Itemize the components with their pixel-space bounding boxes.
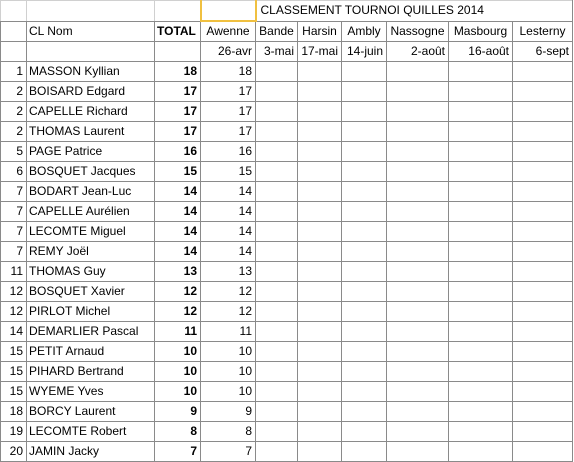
name-cell[interactable]: PIRLOT Michel: [27, 302, 155, 322]
score-cell[interactable]: 8: [201, 422, 256, 442]
table-row: [1, 102, 573, 122]
score-cell[interactable]: [387, 162, 449, 182]
score-cell[interactable]: [513, 62, 573, 82]
score-cell[interactable]: [449, 342, 513, 362]
score-cell[interactable]: 16: [201, 142, 256, 162]
score-cell[interactable]: [513, 422, 573, 442]
name-cell[interactable]: BODART Jean-Luc: [27, 182, 155, 202]
total-cell[interactable]: 11: [155, 322, 201, 342]
header-date[interactable]: 2-août: [387, 42, 449, 62]
table-row: [1, 382, 573, 402]
total-cell[interactable]: 17: [155, 122, 201, 142]
score-cell[interactable]: [256, 302, 298, 322]
score-cell[interactable]: [342, 142, 387, 162]
score-cell[interactable]: [342, 322, 387, 342]
score-cell[interactable]: [342, 182, 387, 202]
cell[interactable]: [1, 42, 27, 62]
score-cell[interactable]: 12: [201, 282, 256, 302]
score-cell[interactable]: [298, 442, 342, 462]
header-date[interactable]: 14-juin: [342, 42, 387, 62]
table-row: [1, 162, 573, 182]
score-cell[interactable]: [342, 82, 387, 102]
header-venue[interactable]: Harsin: [298, 21, 342, 42]
score-cell[interactable]: [387, 182, 449, 202]
score-cell[interactable]: [342, 382, 387, 402]
score-cell[interactable]: [298, 222, 342, 242]
header-venue[interactable]: Awenne: [201, 21, 256, 42]
score-cell[interactable]: [513, 102, 573, 122]
score-cell[interactable]: 11: [201, 322, 256, 342]
score-cell[interactable]: [342, 102, 387, 122]
score-cell[interactable]: [256, 102, 298, 122]
score-cell[interactable]: 10: [201, 362, 256, 382]
name-cell[interactable]: THOMAS Guy: [27, 262, 155, 282]
score-cell[interactable]: [513, 302, 573, 322]
header-date[interactable]: 3-mai: [256, 42, 298, 62]
score-cell[interactable]: [298, 122, 342, 142]
rank-cell[interactable]: 15: [1, 382, 27, 402]
total-cell[interactable]: 12: [155, 282, 201, 302]
total-cell[interactable]: 17: [155, 102, 201, 122]
rank-cell[interactable]: 5: [1, 142, 27, 162]
score-cell[interactable]: [256, 82, 298, 102]
name-cell[interactable]: PIHARD Bertrand: [27, 362, 155, 382]
rank-cell[interactable]: 12: [1, 282, 27, 302]
score-cell[interactable]: [387, 202, 449, 222]
rank-cell[interactable]: 6: [1, 162, 27, 182]
total-cell[interactable]: 14: [155, 242, 201, 262]
score-cell[interactable]: [387, 222, 449, 242]
score-cell[interactable]: [256, 242, 298, 262]
score-cell[interactable]: [298, 162, 342, 182]
rank-cell[interactable]: 14: [1, 322, 27, 342]
name-cell[interactable]: BOISARD Edgard: [27, 82, 155, 102]
score-cell[interactable]: [387, 282, 449, 302]
score-cell[interactable]: [387, 322, 449, 342]
score-cell[interactable]: [387, 362, 449, 382]
score-cell[interactable]: [256, 342, 298, 362]
score-cell[interactable]: [449, 382, 513, 402]
table-row: [1, 142, 573, 162]
score-cell[interactable]: 9: [201, 402, 256, 422]
cell[interactable]: [27, 1, 155, 22]
score-cell[interactable]: [342, 162, 387, 182]
table-row: [1, 342, 573, 362]
header-venue[interactable]: Nassogne: [387, 21, 449, 42]
score-cell[interactable]: [256, 222, 298, 242]
total-cell[interactable]: 9: [155, 402, 201, 422]
table-row: [1, 282, 573, 302]
score-cell[interactable]: [342, 402, 387, 422]
total-cell[interactable]: 10: [155, 382, 201, 402]
score-cell[interactable]: [298, 262, 342, 282]
name-cell[interactable]: CAPELLE Richard: [27, 102, 155, 122]
score-cell[interactable]: [298, 202, 342, 222]
score-cell[interactable]: [387, 142, 449, 162]
score-cell[interactable]: [387, 342, 449, 362]
name-cell[interactable]: JAMIN Jacky: [27, 442, 155, 462]
score-cell[interactable]: [298, 362, 342, 382]
score-cell[interactable]: [256, 62, 298, 82]
score-cell[interactable]: 17: [201, 82, 256, 102]
selected-cell[interactable]: [201, 1, 256, 22]
score-cell[interactable]: [513, 202, 573, 222]
score-cell[interactable]: [513, 242, 573, 262]
score-cell[interactable]: [449, 222, 513, 242]
score-cell[interactable]: [298, 302, 342, 322]
score-cell[interactable]: [387, 62, 449, 82]
score-cell[interactable]: [256, 142, 298, 162]
score-cell[interactable]: 10: [201, 382, 256, 402]
score-cell[interactable]: 13: [201, 262, 256, 282]
table-row: [1, 302, 573, 322]
score-cell[interactable]: [256, 322, 298, 342]
score-cell[interactable]: [298, 182, 342, 202]
table-row: [1, 322, 573, 342]
table-row: [1, 402, 573, 422]
header-row: [1, 21, 573, 42]
score-cell[interactable]: [449, 402, 513, 422]
name-cell[interactable]: WYEME Yves: [27, 382, 155, 402]
score-cell[interactable]: 10: [201, 342, 256, 362]
score-cell[interactable]: [387, 442, 449, 462]
cell[interactable]: [1, 1, 27, 22]
name-cell[interactable]: PETIT Arnaud: [27, 342, 155, 362]
name-cell[interactable]: CAPELLE Aurélien: [27, 202, 155, 222]
table-row: [1, 422, 573, 442]
score-cell[interactable]: [513, 322, 573, 342]
score-cell[interactable]: [387, 422, 449, 442]
total-cell[interactable]: 16: [155, 142, 201, 162]
score-cell[interactable]: [387, 122, 449, 142]
rank-cell[interactable]: 18: [1, 402, 27, 422]
table-row: [1, 242, 573, 262]
score-cell[interactable]: [256, 182, 298, 202]
name-cell[interactable]: LECOMTE Miguel: [27, 222, 155, 242]
score-cell[interactable]: 14: [201, 242, 256, 262]
total-cell[interactable]: 10: [155, 342, 201, 362]
total-cell[interactable]: 14: [155, 202, 201, 222]
score-cell[interactable]: [298, 402, 342, 422]
rank-cell[interactable]: 15: [1, 342, 27, 362]
sheet-title[interactable]: CLASSEMENT TOURNOI QUILLES 2014: [256, 1, 573, 22]
table-row: [1, 362, 573, 382]
rank-cell[interactable]: 2: [1, 102, 27, 122]
date-row: [1, 42, 573, 62]
score-cell[interactable]: [513, 382, 573, 402]
rank-cell[interactable]: 12: [1, 302, 27, 322]
total-cell[interactable]: 14: [155, 182, 201, 202]
score-cell[interactable]: [342, 242, 387, 262]
table-row: [1, 62, 573, 82]
score-cell[interactable]: [449, 62, 513, 82]
header-venue[interactable]: Bande: [256, 21, 298, 42]
score-cell[interactable]: [298, 62, 342, 82]
score-cell[interactable]: [298, 142, 342, 162]
total-cell[interactable]: 10: [155, 362, 201, 382]
score-cell[interactable]: [256, 122, 298, 142]
name-cell[interactable]: MASSON Kyllian: [27, 62, 155, 82]
score-cell[interactable]: [449, 142, 513, 162]
score-cell[interactable]: [449, 322, 513, 342]
score-cell[interactable]: [298, 422, 342, 442]
score-cell[interactable]: [387, 242, 449, 262]
score-cell[interactable]: [449, 362, 513, 382]
score-cell[interactable]: [298, 342, 342, 362]
total-cell[interactable]: 18: [155, 62, 201, 82]
total-cell[interactable]: 12: [155, 302, 201, 322]
score-cell[interactable]: [256, 162, 298, 182]
score-cell[interactable]: [342, 122, 387, 142]
score-cell[interactable]: 17: [201, 102, 256, 122]
score-cell[interactable]: [449, 122, 513, 142]
header-cl-nom[interactable]: CL Nom: [27, 21, 155, 42]
score-cell[interactable]: [342, 282, 387, 302]
name-cell[interactable]: LECOMTE Robert: [27, 422, 155, 442]
score-cell[interactable]: [449, 202, 513, 222]
score-cell[interactable]: [298, 82, 342, 102]
score-cell[interactable]: [342, 442, 387, 462]
score-cell[interactable]: [513, 442, 573, 462]
score-cell[interactable]: [513, 342, 573, 362]
name-cell[interactable]: THOMAS Laurent: [27, 122, 155, 142]
score-cell[interactable]: [513, 262, 573, 282]
score-cell[interactable]: [387, 402, 449, 422]
rank-cell[interactable]: 7: [1, 182, 27, 202]
score-cell[interactable]: [513, 282, 573, 302]
header-date[interactable]: 6-sept: [513, 42, 573, 62]
score-cell[interactable]: [387, 82, 449, 102]
score-cell[interactable]: [342, 62, 387, 82]
score-cell[interactable]: [449, 162, 513, 182]
score-cell[interactable]: [449, 422, 513, 442]
total-cell[interactable]: 17: [155, 82, 201, 102]
header-date[interactable]: 26-avr: [201, 42, 256, 62]
total-cell[interactable]: 8: [155, 422, 201, 442]
name-cell[interactable]: PAGE Patrice: [27, 142, 155, 162]
total-cell[interactable]: 14: [155, 222, 201, 242]
header-venue[interactable]: Masbourg: [449, 21, 513, 42]
score-cell[interactable]: [256, 202, 298, 222]
name-cell[interactable]: BOSQUET Xavier: [27, 282, 155, 302]
score-cell[interactable]: [387, 102, 449, 122]
total-cell[interactable]: 13: [155, 262, 201, 282]
rank-cell[interactable]: 1: [1, 62, 27, 82]
score-cell[interactable]: 14: [201, 182, 256, 202]
score-cell[interactable]: [298, 322, 342, 342]
header-venue[interactable]: Ambly: [342, 21, 387, 42]
name-cell[interactable]: BOSQUET Jacques: [27, 162, 155, 182]
rank-cell[interactable]: 2: [1, 82, 27, 102]
table-row: [1, 182, 573, 202]
score-cell[interactable]: 15: [201, 162, 256, 182]
rank-cell[interactable]: 20: [1, 442, 27, 462]
score-cell[interactable]: 14: [201, 202, 256, 222]
header-date[interactable]: 17-mai: [298, 42, 342, 62]
score-cell[interactable]: [513, 122, 573, 142]
score-cell[interactable]: [513, 142, 573, 162]
score-cell[interactable]: [256, 362, 298, 382]
total-cell[interactable]: 7: [155, 442, 201, 462]
score-cell[interactable]: [449, 282, 513, 302]
name-cell[interactable]: REMY Joël: [27, 242, 155, 262]
name-cell[interactable]: BORCY Laurent: [27, 402, 155, 422]
score-cell[interactable]: [449, 262, 513, 282]
score-cell[interactable]: 17: [201, 122, 256, 142]
header-venue[interactable]: Lesterny: [513, 21, 573, 42]
score-cell[interactable]: [298, 382, 342, 402]
score-cell[interactable]: [342, 362, 387, 382]
table-row: [1, 82, 573, 102]
score-cell[interactable]: [256, 422, 298, 442]
cell[interactable]: [155, 42, 201, 62]
score-cell[interactable]: [387, 302, 449, 322]
score-cell[interactable]: [513, 222, 573, 242]
score-cell[interactable]: [342, 302, 387, 322]
score-cell[interactable]: [256, 382, 298, 402]
score-cell[interactable]: 7: [201, 442, 256, 462]
score-cell[interactable]: [513, 162, 573, 182]
rank-cell[interactable]: 7: [1, 202, 27, 222]
score-cell[interactable]: [256, 402, 298, 422]
score-cell[interactable]: [256, 282, 298, 302]
cell[interactable]: [1, 21, 27, 42]
rank-cell[interactable]: 2: [1, 122, 27, 142]
score-cell[interactable]: [342, 422, 387, 442]
rank-cell[interactable]: 7: [1, 222, 27, 242]
title-row: [1, 1, 573, 22]
score-cell[interactable]: 14: [201, 222, 256, 242]
score-cell[interactable]: [513, 82, 573, 102]
score-cell[interactable]: [298, 242, 342, 262]
table-row: [1, 442, 573, 462]
table-row: [1, 202, 573, 222]
cell[interactable]: [155, 1, 201, 22]
table-row: [1, 222, 573, 242]
score-cell[interactable]: [256, 442, 298, 462]
score-cell[interactable]: [449, 242, 513, 262]
score-cell[interactable]: [449, 442, 513, 462]
score-cell[interactable]: [342, 202, 387, 222]
header-total[interactable]: TOTAL: [155, 21, 201, 42]
score-cell[interactable]: [387, 382, 449, 402]
table-row: [1, 262, 573, 282]
rank-cell[interactable]: 15: [1, 362, 27, 382]
score-cell[interactable]: [449, 102, 513, 122]
score-cell[interactable]: [342, 342, 387, 362]
header-date[interactable]: 16-août: [449, 42, 513, 62]
score-cell[interactable]: [449, 302, 513, 322]
score-cell[interactable]: [513, 182, 573, 202]
rank-cell[interactable]: 11: [1, 262, 27, 282]
score-cell[interactable]: [342, 222, 387, 242]
score-cell[interactable]: [513, 402, 573, 422]
score-cell[interactable]: 12: [201, 302, 256, 322]
rank-cell[interactable]: 19: [1, 422, 27, 442]
score-cell[interactable]: [256, 262, 298, 282]
cell[interactable]: [27, 42, 155, 62]
score-cell[interactable]: [298, 282, 342, 302]
rank-cell[interactable]: 7: [1, 242, 27, 262]
score-cell[interactable]: [449, 182, 513, 202]
score-cell[interactable]: [449, 82, 513, 102]
score-cell[interactable]: [298, 102, 342, 122]
score-cell[interactable]: [342, 262, 387, 282]
score-cell[interactable]: 18: [201, 62, 256, 82]
score-cell[interactable]: [387, 262, 449, 282]
name-cell[interactable]: DEMARLIER Pascal: [27, 322, 155, 342]
table-row: [1, 122, 573, 142]
total-cell[interactable]: 15: [155, 162, 201, 182]
score-cell[interactable]: [513, 362, 573, 382]
